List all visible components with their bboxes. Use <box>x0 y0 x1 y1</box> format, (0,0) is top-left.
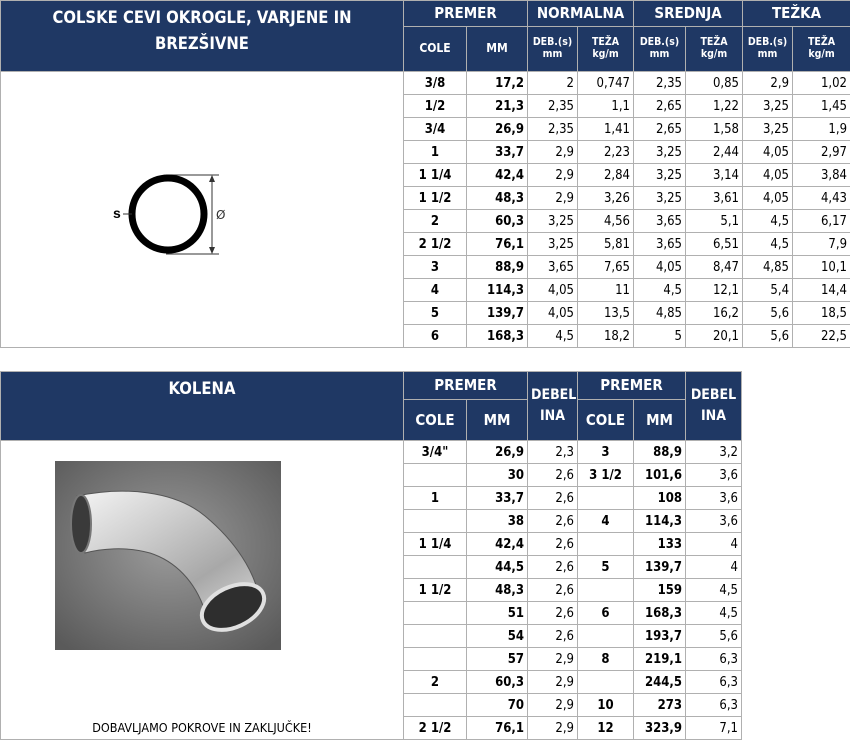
value-cell: 4,05 <box>743 187 793 210</box>
cole-cell <box>404 602 467 625</box>
value-cell: 3,65 <box>528 256 578 279</box>
value-cell: 1,22 <box>686 95 743 118</box>
cole-cell: 2 <box>404 210 467 233</box>
value-cell: 1,9 <box>793 118 850 141</box>
mm-cell: 60,3 <box>467 210 528 233</box>
cole-cell: 2 1/2 <box>404 233 467 256</box>
mm-cell: 44,5 <box>467 556 528 579</box>
mm-cell: 30 <box>467 464 528 487</box>
mm-cell: 108 <box>634 487 686 510</box>
value-cell: 3,26 <box>578 187 634 210</box>
deb-header-tezka: DEB.(s) mm <box>743 27 793 72</box>
mm-cell: 139,7 <box>634 556 686 579</box>
mm-cell: 323,9 <box>634 717 686 740</box>
cole-cell <box>404 556 467 579</box>
elbow-image-cell <box>1 441 404 740</box>
value-cell: 2,9 <box>528 187 578 210</box>
value-cell: 13,5 <box>578 302 634 325</box>
thickness-cell: 6,3 <box>686 671 742 694</box>
pipe-diagram-cell <box>1 72 404 348</box>
mm-cell: 168,3 <box>467 325 528 348</box>
value-cell: 16,2 <box>686 302 743 325</box>
value-cell: 3,25 <box>743 95 793 118</box>
teza-header-tezka: TEŽA kg/m <box>793 27 850 72</box>
value-cell: 3,25 <box>634 164 686 187</box>
thickness-cell: 2,6 <box>528 464 578 487</box>
value-cell: 8,47 <box>686 256 743 279</box>
mm-cell: 88,9 <box>634 441 686 464</box>
mm-cell: 51 <box>467 602 528 625</box>
thickness-cell: 2,6 <box>528 602 578 625</box>
value-cell: 3,65 <box>634 210 686 233</box>
mm-cell: 273 <box>634 694 686 717</box>
premer-header: PREMER <box>404 1 528 27</box>
cole-cell: 2 1/2 <box>404 717 467 740</box>
mm-cell: 70 <box>467 694 528 717</box>
mm-cell: 42,4 <box>467 164 528 187</box>
value-cell: 4,43 <box>793 187 850 210</box>
wall-thickness-label: s <box>113 205 121 221</box>
value-cell: 2,9 <box>528 164 578 187</box>
mm-cell: 60,3 <box>467 671 528 694</box>
value-cell: 10,1 <box>793 256 850 279</box>
value-cell: 4,05 <box>743 164 793 187</box>
thickness-cell: 2,6 <box>528 533 578 556</box>
thickness-cell: 6,3 <box>686 694 742 717</box>
cole-cell: 3/4 <box>404 118 467 141</box>
value-cell: 2,9 <box>528 141 578 164</box>
covers-note: DOBAVLJAMO POKROVE IN ZAKLJUČKE! <box>92 720 312 735</box>
value-cell: 2,35 <box>634 72 686 95</box>
cole-cell <box>578 487 634 510</box>
value-cell: 18,2 <box>578 325 634 348</box>
cole-cell: 4 <box>404 279 467 302</box>
mm-cell: 101,6 <box>634 464 686 487</box>
thickness-cell: 7,1 <box>686 717 742 740</box>
value-cell: 3,61 <box>686 187 743 210</box>
mm-header: MM <box>467 27 528 72</box>
value-cell: 11 <box>578 279 634 302</box>
mm-cell: 88,9 <box>467 256 528 279</box>
value-cell: 4,05 <box>743 141 793 164</box>
value-cell: 2,65 <box>634 118 686 141</box>
thickness-cell: 3,6 <box>686 487 742 510</box>
teza-header-normalna: TEŽA kg/m <box>578 27 634 72</box>
value-cell: 22,5 <box>793 325 850 348</box>
cole-cell: 6 <box>578 602 634 625</box>
elbows-table <box>0 371 742 740</box>
deb-header-normalna: DEB.(s) mm <box>528 27 578 72</box>
thickness-cell: 3,6 <box>686 510 742 533</box>
mm-cell: 57 <box>467 648 528 671</box>
thickness-cell: 2,6 <box>528 510 578 533</box>
cole-cell: 4 <box>578 510 634 533</box>
value-cell: 4,5 <box>528 325 578 348</box>
value-cell: 7,65 <box>578 256 634 279</box>
thickness-cell: 3,2 <box>686 441 742 464</box>
debelina-header-right: DEBEL INA <box>686 372 742 441</box>
teza-header-srednja: TEŽA kg/m <box>686 27 743 72</box>
value-cell: 3,25 <box>634 141 686 164</box>
thickness-cell: 5,6 <box>686 625 742 648</box>
value-cell: 4,5 <box>634 279 686 302</box>
mm-cell: 38 <box>467 510 528 533</box>
thickness-cell: 4 <box>686 556 742 579</box>
cole-cell <box>404 648 467 671</box>
thickness-cell: 2,3 <box>528 441 578 464</box>
cole-header-right: COLE <box>578 400 634 441</box>
mm-cell: 244,5 <box>634 671 686 694</box>
value-cell: 3,25 <box>528 210 578 233</box>
cole-cell <box>578 671 634 694</box>
value-cell: 2,9 <box>743 72 793 95</box>
cole-cell: 1 1/2 <box>404 579 467 602</box>
srednja-header: SREDNJA <box>634 1 743 27</box>
cole-cell: 3/8 <box>404 72 467 95</box>
thickness-cell: 2,6 <box>528 487 578 510</box>
cole-cell: 12 <box>578 717 634 740</box>
value-cell: 1,41 <box>578 118 634 141</box>
cole-cell: 1/2 <box>404 95 467 118</box>
cole-cell <box>578 625 634 648</box>
value-cell: 5,6 <box>743 325 793 348</box>
cole-cell <box>578 533 634 556</box>
value-cell: 5,81 <box>578 233 634 256</box>
cole-cell <box>404 464 467 487</box>
deb-header-srednja: DEB.(s) mm <box>634 27 686 72</box>
cole-cell: 1 1/4 <box>404 164 467 187</box>
thickness-cell: 4 <box>686 533 742 556</box>
value-cell: 0,747 <box>578 72 634 95</box>
cole-cell <box>578 579 634 602</box>
value-cell: 1,1 <box>578 95 634 118</box>
value-cell: 7,9 <box>793 233 850 256</box>
value-cell: 3,25 <box>634 187 686 210</box>
value-cell: 2,84 <box>578 164 634 187</box>
value-cell: 5,1 <box>686 210 743 233</box>
value-cell: 14,4 <box>793 279 850 302</box>
mm-cell: 168,3 <box>634 602 686 625</box>
value-cell: 5,6 <box>743 302 793 325</box>
mm-cell: 114,3 <box>634 510 686 533</box>
thickness-cell: 2,6 <box>528 579 578 602</box>
mm-cell: 133 <box>634 533 686 556</box>
value-cell: 5 <box>634 325 686 348</box>
cole-cell: 2 <box>404 671 467 694</box>
mm-cell: 42,4 <box>467 533 528 556</box>
cole-cell: 3/4" <box>404 441 467 464</box>
value-cell: 4,05 <box>528 279 578 302</box>
pipe-cross-section-diagram <box>1 72 401 348</box>
pipes-table <box>0 0 850 348</box>
mm-cell: 21,3 <box>467 95 528 118</box>
thickness-cell: 4,5 <box>686 602 742 625</box>
value-cell: 18,5 <box>793 302 850 325</box>
thickness-cell: 4,5 <box>686 579 742 602</box>
cole-cell: 5 <box>404 302 467 325</box>
mm-cell: 219,1 <box>634 648 686 671</box>
mm-cell: 76,1 <box>467 717 528 740</box>
cole-header: COLE <box>404 27 467 72</box>
value-cell: 6,51 <box>686 233 743 256</box>
value-cell: 3,25 <box>743 118 793 141</box>
cole-cell: 1 1/4 <box>404 533 467 556</box>
value-cell: 6,17 <box>793 210 850 233</box>
cole-cell: 8 <box>578 648 634 671</box>
normalna-header: NORMALNA <box>528 1 634 27</box>
value-cell: 4,05 <box>528 302 578 325</box>
cole-cell: 5 <box>578 556 634 579</box>
value-cell: 2 <box>528 72 578 95</box>
mm-cell: 26,9 <box>467 441 528 464</box>
cole-cell: 3 <box>578 441 634 464</box>
cole-cell <box>404 510 467 533</box>
cole-cell: 3 1/2 <box>578 464 634 487</box>
thickness-cell: 2,6 <box>528 556 578 579</box>
value-cell: 4,56 <box>578 210 634 233</box>
mm-cell: 193,7 <box>634 625 686 648</box>
value-cell: 20,1 <box>686 325 743 348</box>
premer-header-right: PREMER <box>578 372 686 400</box>
cole-cell <box>404 625 467 648</box>
value-cell: 2,35 <box>528 95 578 118</box>
cole-cell: 10 <box>578 694 634 717</box>
mm-cell: 17,2 <box>467 72 528 95</box>
cole-cell: 1 1/2 <box>404 187 467 210</box>
cole-cell: 1 <box>404 487 467 510</box>
value-cell: 1,02 <box>793 72 850 95</box>
cole-cell: 1 <box>404 141 467 164</box>
value-cell: 4,5 <box>743 233 793 256</box>
thickness-cell: 2,9 <box>528 694 578 717</box>
pipe-elbow-photo <box>55 461 281 650</box>
value-cell: 4,85 <box>743 256 793 279</box>
value-cell: 0,85 <box>686 72 743 95</box>
thickness-cell: 2,6 <box>528 625 578 648</box>
cole-cell <box>404 694 467 717</box>
mm-cell: 48,3 <box>467 187 528 210</box>
mm-cell: 114,3 <box>467 279 528 302</box>
mm-cell: 33,7 <box>467 141 528 164</box>
tezka-header: TEŽKA <box>743 1 850 27</box>
value-cell: 3,84 <box>793 164 850 187</box>
value-cell: 2,23 <box>578 141 634 164</box>
cole-cell: 6 <box>404 325 467 348</box>
mm-cell: 76,1 <box>467 233 528 256</box>
thickness-cell: 2,9 <box>528 671 578 694</box>
value-cell: 2,44 <box>686 141 743 164</box>
elbows-title: KOLENA <box>1 372 404 441</box>
mm-cell: 54 <box>467 625 528 648</box>
mm-cell: 139,7 <box>467 302 528 325</box>
mm-header-left: MM <box>467 400 528 441</box>
mm-cell: 159 <box>634 579 686 602</box>
value-cell: 3,14 <box>686 164 743 187</box>
value-cell: 4,5 <box>743 210 793 233</box>
pipes-title: COLSKE CEVI OKROGLE, VARJENE IN BREZŠIVNE <box>1 1 404 72</box>
diameter-label: Ø <box>216 208 226 222</box>
value-cell: 4,85 <box>634 302 686 325</box>
value-cell: 2,97 <box>793 141 850 164</box>
debelina-header-left: DEBEL INA <box>528 372 578 441</box>
value-cell: 4,05 <box>634 256 686 279</box>
premer-header-left: PREMER <box>404 372 528 400</box>
value-cell: 1,58 <box>686 118 743 141</box>
value-cell: 5,4 <box>743 279 793 302</box>
value-cell: 1,45 <box>793 95 850 118</box>
mm-cell: 48,3 <box>467 579 528 602</box>
mm-cell: 33,7 <box>467 487 528 510</box>
mm-cell: 26,9 <box>467 118 528 141</box>
value-cell: 3,25 <box>528 233 578 256</box>
value-cell: 2,65 <box>634 95 686 118</box>
value-cell: 12,1 <box>686 279 743 302</box>
value-cell: 2,35 <box>528 118 578 141</box>
value-cell: 3,65 <box>634 233 686 256</box>
thickness-cell: 2,9 <box>528 648 578 671</box>
thickness-cell: 6,3 <box>686 648 742 671</box>
cole-cell: 3 <box>404 256 467 279</box>
thickness-cell: 3,6 <box>686 464 742 487</box>
cole-header-left: COLE <box>404 400 467 441</box>
thickness-cell: 2,9 <box>528 717 578 740</box>
mm-header-right: MM <box>634 400 686 441</box>
